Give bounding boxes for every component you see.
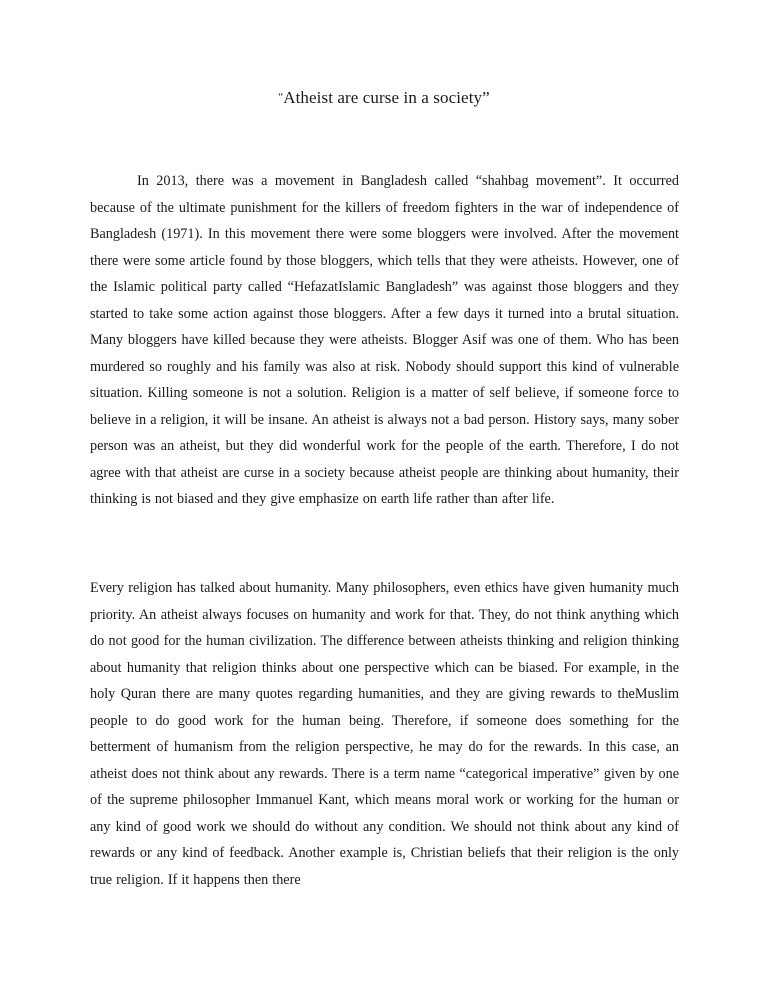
title-text: Atheist are curse in a society”: [283, 88, 490, 107]
paragraph-2: Every religion has talked about humanity. Many philosophers, even ethics have given humanity much priority. An atheist always focuses on humanity and work for that. They, do not think anything which do not good for the human civilization. The difference between atheists thinking and religion thinking about humanity that religion thinks about one perspective which can be biased. For example, in the holy Quran there are many quotes regarding humanities, and they are giving rewards to theMuslim people to do good work for the human being. Therefore, if someone does something for the betterment of humanism from the religion perspective, he may do for the rewards. In this case, an atheist does not think about any rewards. There is a term name “categorical imperative” given by one of the supreme philosopher Immanuel Kant, which means moral work or working for the human or any kind of good work we should do without any condition. We should not think about any kind of rewards or any kind of feedback. Another example is, Christian beliefs that their religion is the only true religion. If it happens then there: [90, 580, 679, 888]
title-open-quote: “: [278, 91, 284, 103]
page-title: [0, 88, 768, 108]
paragraph-1: In 2013, there was a movement in Bangladesh called “shahbag movement”. It occurred because of the ultimate punishment for the killers of freedom fighters in the war of independence of Bangladesh (1971). In this movement there were some bloggers were involved. After the movement there were some article found by those bloggers, which tells that they were atheists. However, one of the Islamic political party called “HefazatIslamic Bangladesh” was against those bloggers and they started to take some action against those bloggers. After a few days it turned into a brutal situation. Many bloggers have killed because they were atheists. Blogger Asif was one of them. Who has been murdered so roughly and his family was also at risk. Nobody should support this kind of vulnerable situation. Killing someone is not a solution. Religion is a matter of self believe, if someone force to believe in a religion, it will be insane. An atheist is always not a bad person. History says, many sober person was an atheist, but they did wonderful work for the people of the earth. Therefore, I do not agree with that atheist are curse in a society because atheist people are thinking about humanity, their thinking is not biased and they give emphasize on earth life rather than after life.: [90, 173, 679, 507]
